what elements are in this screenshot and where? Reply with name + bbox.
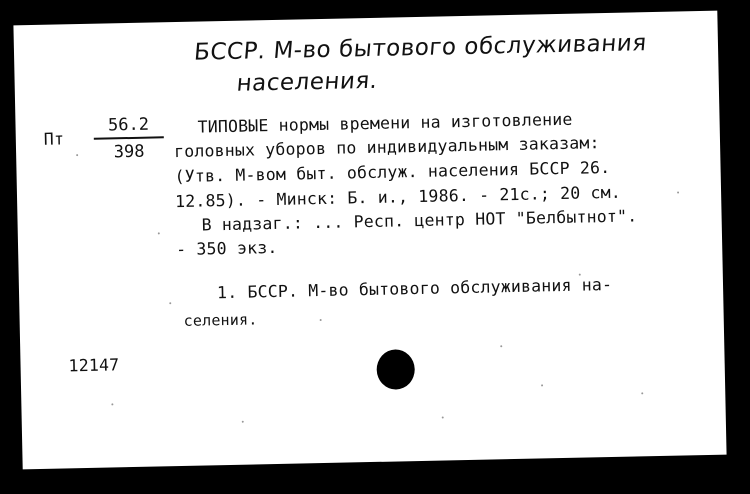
shelfmark-numerator: 56.2 [107,114,150,136]
fraction-bar [94,136,164,139]
shelfmark-fraction [93,114,164,162]
punch-hole [376,349,415,390]
entry-line-6: - 350 экз. [175,237,278,260]
entry-title-word: ТИПОВЫЕ [197,116,269,137]
handwritten-heading-line2: населения. [235,67,379,97]
handwritten-heading-line1: БССР. М-во бытового обслуживания [192,30,648,66]
catalog-card [13,11,726,470]
entry-line1-rest: нормы времени на изготовление [278,109,573,135]
entry-line-3: (Утв. М-вом быт. обслуж. населения БССР 26. [174,157,611,187]
tracing-line-2: селения. [183,310,258,330]
tracing-line-1: 1. БССР. М-во бытового обслуживания на- [216,274,613,303]
shelfmark-denominator: 398 [113,141,145,163]
entry-line-2: головных уборов по индивидуальным заказам: [173,133,600,162]
entry-line-4: 12.85). - Минск: Б. и., 1986. - 21с.; 20 см. [174,182,622,212]
shelfmark-prefix: Пт [43,129,65,149]
entry-line-5: В надзаг.: ... Респ. центр НОТ "Белбытнот". [201,206,638,235]
entry-line-1 [197,110,572,137]
accession-number: 12147 [68,355,120,376]
